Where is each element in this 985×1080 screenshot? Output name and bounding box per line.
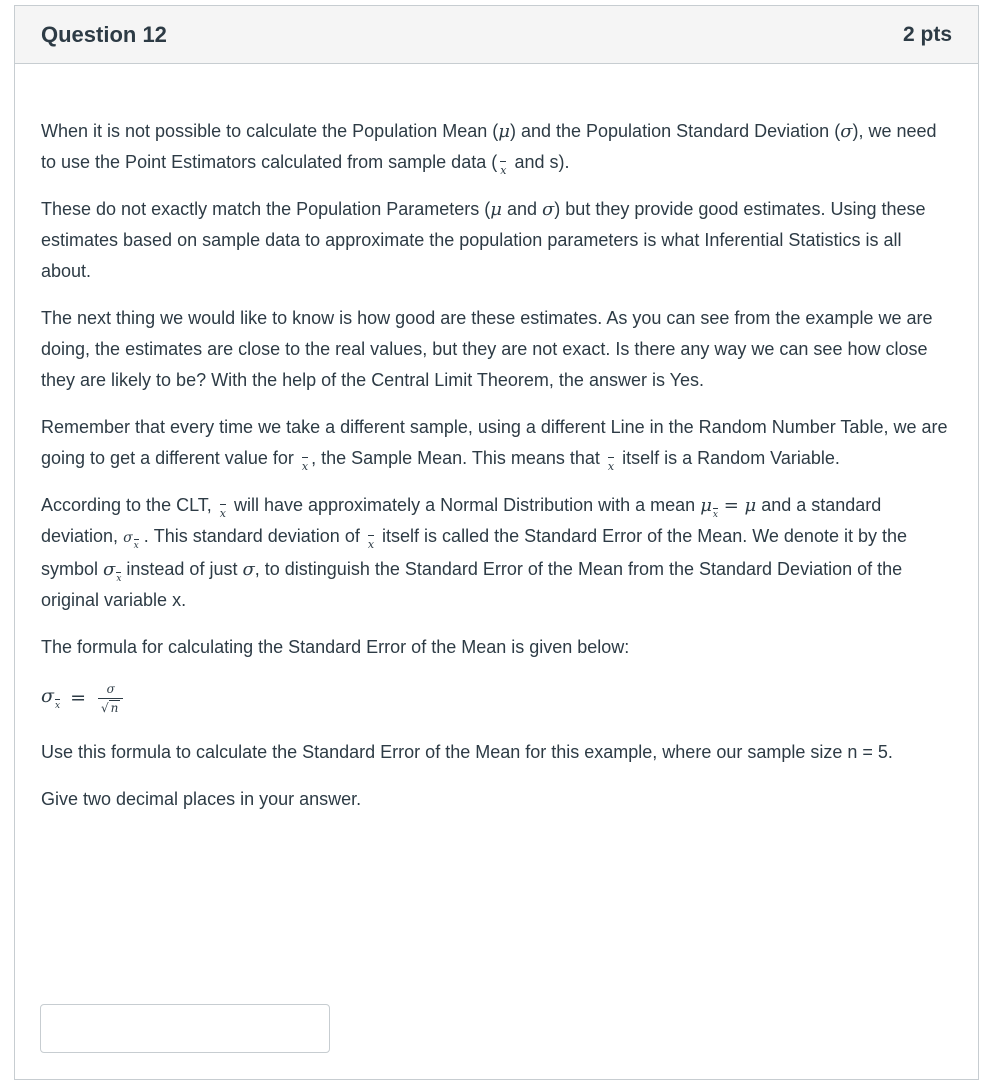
mu-symbol: μ	[490, 199, 502, 220]
formula-fraction	[98, 682, 123, 715]
paragraph-3: The next thing we would like to know is how good are these estimates. As you can see from the example we are doing, the estimates are close to the real values, but they are not exact. Is there any way we can see how close they are likely to be? With the help of the Central Limit Theorem, the answer is Yes.	[41, 308, 933, 390]
sigma-symbol: σ	[840, 121, 853, 142]
paragraph-1: When it is not possible to calculate the Population Mean (μ) and the Population Standard Deviation (σ), we need to use the Point Estimators calculated from sample data ( x and s).	[41, 121, 937, 177]
paragraph-4: Remember that every time we take a different sample, using a different Line in the Random Number Table, we are going to get a different value for x , the Sample Mean. This means that x itself is a Random Variable.	[41, 417, 948, 473]
fraction-denominator: √ n	[98, 698, 123, 715]
sigma-symbol: σ	[542, 199, 555, 220]
answer-input[interactable]	[40, 1004, 330, 1053]
paragraph-8: Give two decimal places in your answer.	[41, 789, 362, 809]
paragraph-6: The formula for calculating the Standard Error of the Mean is given below:	[41, 637, 630, 657]
x-bar-symbol: x	[608, 456, 614, 472]
question-body	[15, 64, 978, 815]
sigma-x-bar-symbol: σx	[103, 559, 122, 584]
x-bar-symbol: x	[220, 503, 226, 519]
question-card	[14, 5, 979, 1080]
question-header	[15, 6, 978, 64]
question-title: Question 12	[41, 21, 167, 47]
paragraph-7: Use this formula to calculate the Standard Error of the Mean for this example, where our sample size n = 5.	[41, 742, 893, 762]
x-bar-symbol: x	[302, 456, 308, 472]
paragraph-2: These do not exactly match the Population Parameters (μ and σ) but they provide good estimates. Using these estimates based on sample data to approximate the population parameters is what Inferential Statistics is all about.	[41, 199, 926, 281]
question-points: 2 pts	[902, 22, 952, 46]
x-bar-symbol: x	[500, 160, 506, 176]
fraction-numerator: σ	[106, 681, 115, 696]
sigma-symbol: σ	[242, 559, 255, 580]
standard-error-formula	[41, 673, 950, 723]
formula-lhs: σx	[41, 685, 61, 711]
paragraph-5: According to the CLT, x will have approximately a Normal Distribution with a mean μx = μ and a standard deviation, σx . This standard deviation of x itself is called the Standard Error of the Mean. We denote it by the symbol σx instead of just σ, to distinguish the Standard Error of the Mean from the Standard Deviation of the original variable x.	[41, 495, 908, 610]
mu-symbol: μ	[498, 121, 510, 142]
mu-x-bar-symbol: μx = μ	[700, 495, 757, 520]
formula-equals: =	[70, 687, 86, 709]
x-bar-symbol: x	[368, 534, 374, 550]
sigma-x-bar-symbol: σx	[123, 530, 139, 551]
